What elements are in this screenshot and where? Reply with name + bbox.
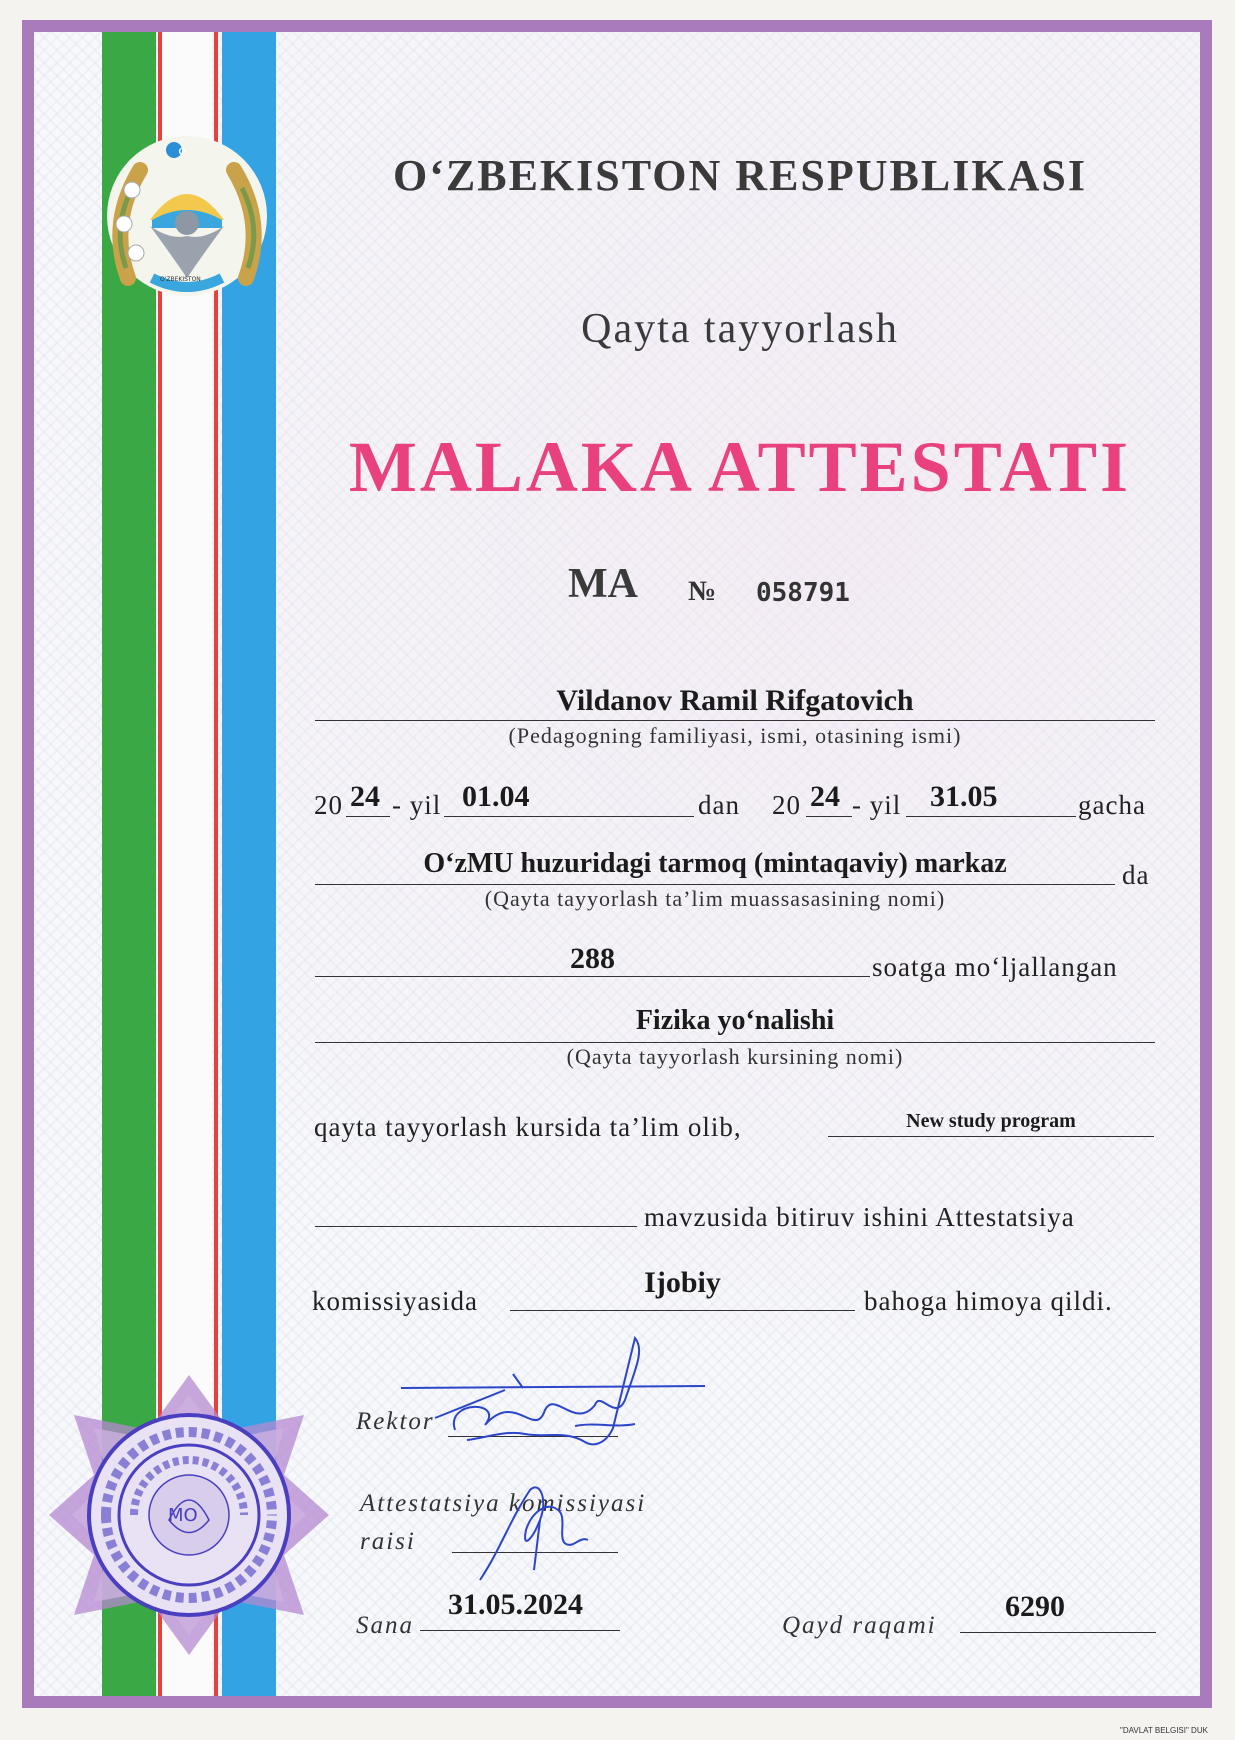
end-year: 24 bbox=[810, 780, 840, 813]
date-value: 31.05.2024 bbox=[448, 1588, 583, 1621]
grade-suffix: bahoga himoya qildi. bbox=[864, 1286, 1113, 1316]
commission-label: komissiyasida bbox=[312, 1286, 478, 1316]
underline bbox=[420, 1630, 620, 1631]
holder-name: Vildanov Ramil Rifgatovich bbox=[556, 684, 914, 717]
thesis-line-2: mavzusida bitiruv ishini Attestatsiya bbox=[644, 1202, 1075, 1232]
start-year: 24 bbox=[350, 780, 380, 813]
emblem-caption: O'ZBEKISTON bbox=[160, 276, 201, 283]
seal-center-text: MO bbox=[168, 1505, 198, 1526]
country-title: O‘ZBEKISTON RESPUBLIKASI bbox=[393, 151, 1087, 200]
gacha-label: gacha bbox=[1078, 790, 1146, 820]
chair-signature-icon bbox=[470, 1440, 620, 1590]
year-prefix: 20 bbox=[314, 790, 343, 820]
footer-note: "DAVLAT BELGISI" DUK bbox=[1120, 1726, 1208, 1735]
underline bbox=[906, 816, 1076, 817]
yil-label: - yil bbox=[392, 790, 442, 820]
yil-label: - yil bbox=[852, 790, 902, 820]
institution-name: O‘zMU huzuridagi tarmoq (mintaqaviy) markaz bbox=[423, 848, 1007, 879]
number-sign: № bbox=[688, 576, 717, 607]
hours-value: 288 bbox=[570, 942, 615, 975]
underline bbox=[510, 1310, 855, 1311]
end-date: 31.05 bbox=[930, 780, 998, 813]
course-caption: (Qayta tayyorlash kursining nomi) bbox=[566, 1044, 904, 1069]
date-label: Sana bbox=[356, 1612, 414, 1639]
chair-label-line-2: raisi bbox=[360, 1528, 416, 1555]
grade-value: Ijobiy bbox=[644, 1266, 721, 1299]
underline bbox=[828, 1136, 1154, 1137]
course-name: Fizika yo‘nalishi bbox=[635, 1005, 835, 1036]
institution-caption: (Qayta tayyorlash ta’lim muassasasining nomi) bbox=[484, 886, 946, 911]
hours-label: soatga mo‘ljallangan bbox=[872, 952, 1118, 982]
underline bbox=[315, 720, 1155, 721]
document-subtitle: Qayta tayyorlash bbox=[581, 306, 899, 352]
underline bbox=[444, 816, 694, 817]
institution-suffix: da bbox=[1122, 860, 1150, 890]
series-code: MA bbox=[568, 561, 638, 607]
chair-label-line-1: Attestatsiya komissiyasi bbox=[360, 1490, 647, 1517]
underline bbox=[315, 976, 870, 977]
thesis-topic: New study program bbox=[906, 1110, 1076, 1132]
start-date: 01.04 bbox=[462, 780, 530, 813]
svg-text:☪: ☪ bbox=[178, 147, 187, 158]
reg-number-value: 6290 bbox=[1005, 1590, 1065, 1623]
rector-label: Rektor bbox=[356, 1408, 435, 1435]
certificate-number: 058791 bbox=[756, 578, 850, 608]
year-prefix: 20 bbox=[772, 790, 801, 820]
dan-label: dan bbox=[698, 790, 740, 820]
document-title: MALAKA ATTESTATI bbox=[348, 427, 1132, 507]
underline bbox=[806, 816, 852, 817]
thesis-line-1: qayta tayyorlash kursida ta’lim olib, bbox=[314, 1112, 742, 1142]
underline bbox=[315, 1042, 1155, 1043]
reg-number-label: Qayd raqami bbox=[782, 1612, 937, 1639]
underline bbox=[315, 884, 1115, 885]
underline bbox=[346, 816, 390, 817]
underline bbox=[960, 1632, 1156, 1633]
underline bbox=[315, 1226, 637, 1227]
holder-caption: (Pedagogning familiyasi, ismi, otasining ismi) bbox=[508, 723, 962, 748]
